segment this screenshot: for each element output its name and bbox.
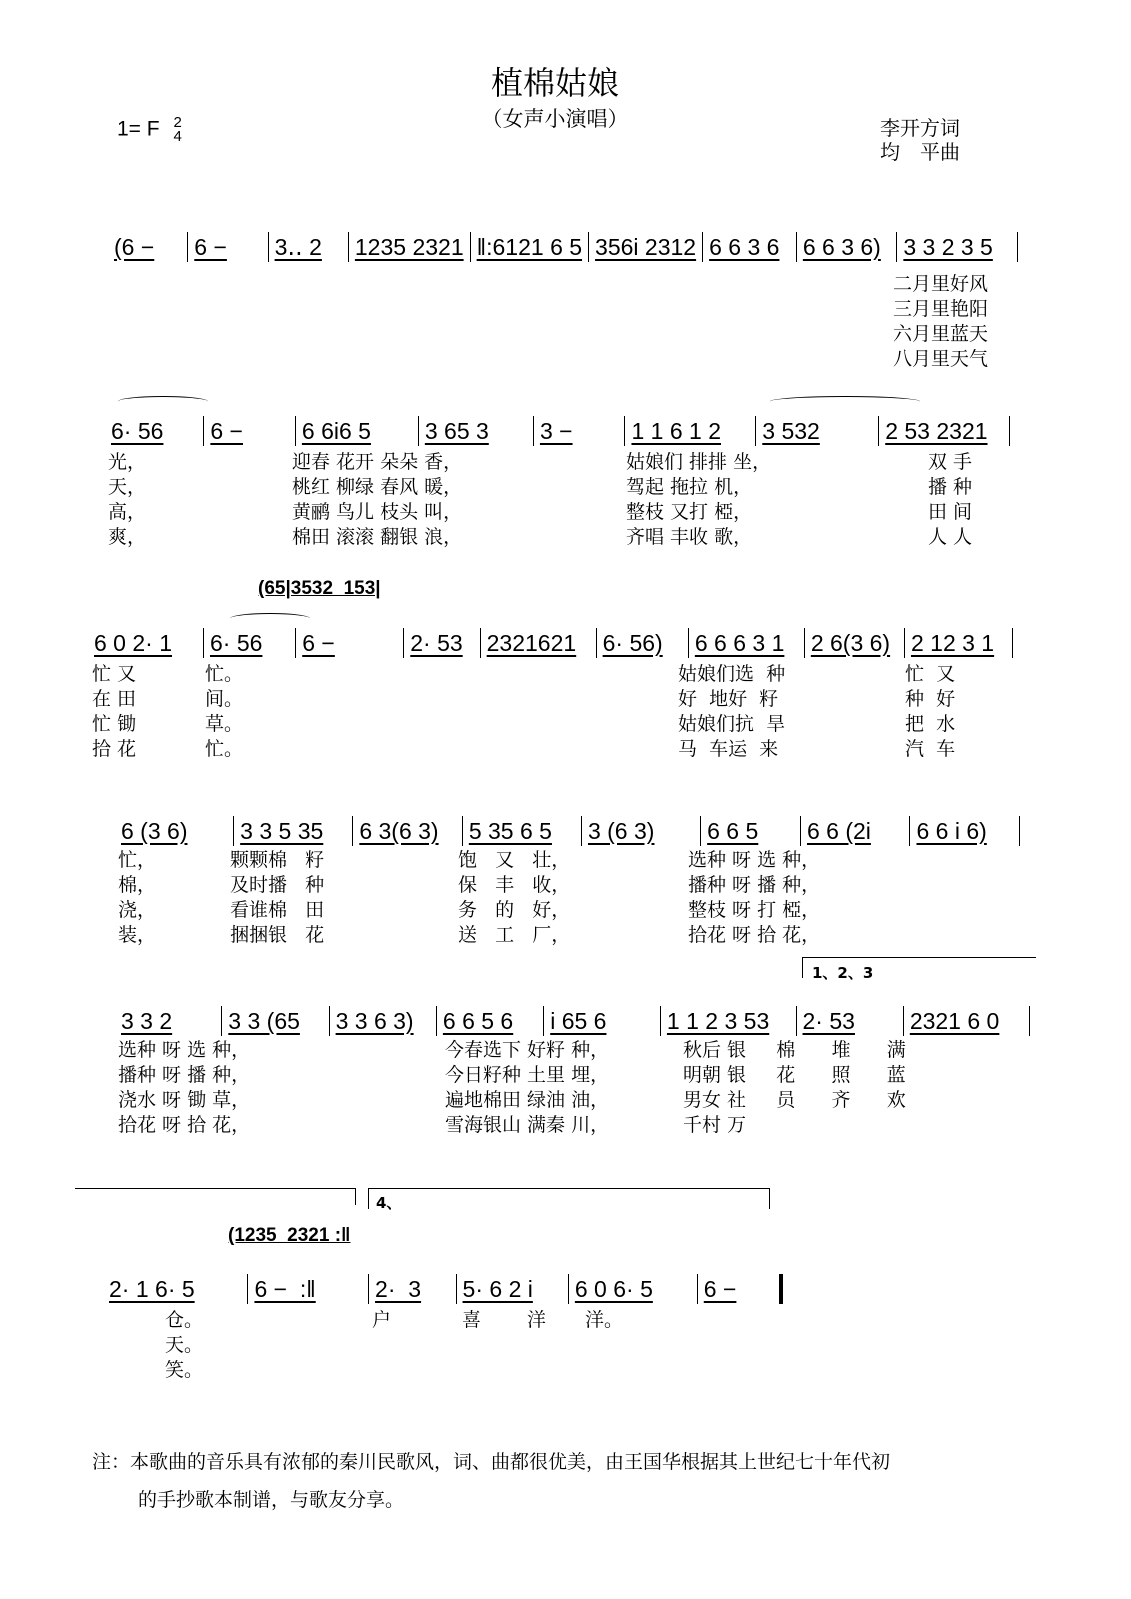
- barline: [1017, 232, 1018, 262]
- measure: 3 3 2: [121, 1008, 173, 1034]
- lyric: 田 间: [928, 501, 973, 523]
- lyric: 千村 万: [683, 1114, 747, 1136]
- measure: 6 −: [187, 232, 267, 262]
- lyric: 驾起 拖拉 机，: [626, 476, 753, 498]
- lyric: 喜: [462, 1309, 482, 1331]
- lyric: 好 地好 籽: [678, 688, 779, 710]
- measure: 3 −: [533, 416, 625, 446]
- lyric: 齐唱 丰收 歌，: [626, 526, 753, 548]
- measure: 6· 56): [596, 628, 688, 658]
- slur: [118, 396, 208, 407]
- lyric: 忙。: [205, 738, 244, 760]
- barline: [1029, 1006, 1030, 1036]
- measure: 3 3 (65: [221, 1006, 328, 1036]
- lyric: 二月里好风: [893, 273, 989, 295]
- time-top: 2: [173, 114, 182, 131]
- measure: 6 −: [697, 1274, 776, 1304]
- measure: 6 6 (2i: [800, 816, 910, 846]
- lyric: 棉，: [118, 874, 157, 896]
- barline: [1012, 628, 1013, 658]
- barline: [1009, 416, 1010, 446]
- measure: 2 6(3 6): [804, 628, 904, 658]
- measure: 6· 56: [203, 628, 295, 658]
- measure: 2 12 3 1: [904, 628, 1012, 658]
- lyric: 汽 车: [905, 738, 956, 760]
- measure: 3 3 5 35: [233, 816, 352, 846]
- composer: 均 平曲: [880, 140, 960, 164]
- lyric: 双 手: [928, 451, 973, 473]
- lyric: 选种 呀 选 种，: [688, 849, 821, 871]
- interlude-notation: (1235 2321 :‖: [228, 1225, 351, 1246]
- slur: [230, 613, 310, 624]
- barline: [1019, 816, 1020, 846]
- measure: ‖:6121 6 5: [470, 232, 588, 262]
- lyric: 光，: [108, 451, 147, 473]
- key-signature: [117, 116, 182, 144]
- lyric: 雪海银山 满秦 川，: [445, 1114, 610, 1136]
- staff-line-2: [105, 412, 1010, 446]
- measure: 2321 6 0: [903, 1006, 1029, 1036]
- lyric: 秋后 银 棉 堆 满: [683, 1039, 906, 1061]
- volta-bracket-continue: [75, 1188, 356, 1205]
- measure: 356i 2312: [588, 232, 702, 262]
- lyric: 忙 锄: [92, 713, 137, 735]
- measure: 6 −: [203, 416, 295, 446]
- measure: 5· 6 2 i: [456, 1274, 568, 1304]
- staff-line-3: [88, 624, 1013, 658]
- lyric: 仓。: [165, 1309, 204, 1331]
- staff-line-5: [115, 1002, 1030, 1036]
- lyric: 笑。: [165, 1359, 204, 1381]
- lyric: 洋: [527, 1309, 547, 1331]
- measure: 1 1 2 3 53: [660, 1006, 796, 1036]
- lyric: 明朝 银 花 照 蓝: [683, 1064, 906, 1086]
- measure: 2· 3: [368, 1274, 456, 1304]
- lyric: 三月里艳阳: [893, 298, 989, 320]
- lyric: 播 种: [928, 476, 973, 498]
- measure: 3 3 2 3 5: [896, 232, 1017, 262]
- measure: 6 −: [295, 628, 403, 658]
- lyric: 看谁棉 田: [230, 899, 325, 921]
- lyric: 姑娘们 排排 坐，: [626, 451, 772, 473]
- measure: 1235 2321: [348, 232, 470, 262]
- lyric: 人 人: [928, 526, 973, 548]
- footnote-line-1: 注：本歌曲的音乐具有浓郁的秦川民歌风，词、曲都很优美，由王国华根据其上世纪七十年代初: [92, 1451, 891, 1473]
- measure: 6 3(6 3): [352, 816, 462, 846]
- measure: 6 0 2· 1: [94, 630, 172, 656]
- lyric: 马 车运 来: [678, 738, 779, 760]
- lyric: 整枝 又打 椏，: [626, 501, 753, 523]
- interlude-notation: (65|3532 153|: [258, 578, 381, 599]
- lyric: 送 工 厂，: [458, 924, 571, 946]
- lyric: 保 丰 收，: [458, 874, 571, 896]
- lyric: 天。: [165, 1334, 204, 1356]
- lyric: 黄鹂 鸟儿 枝头 叫，: [292, 501, 463, 523]
- lyricist: 李开方词: [880, 116, 960, 140]
- lyric: 八月里天气: [893, 348, 989, 370]
- staff-line-4: [115, 812, 1020, 846]
- lyric: 拾花 呀 拾 花，: [688, 924, 821, 946]
- lyric: 今春选下 好籽 种，: [445, 1039, 610, 1061]
- lyric: 姑娘们选 种: [678, 663, 786, 685]
- measure: 2 53 2321: [878, 416, 1009, 446]
- volta-label: 1、2、3: [812, 964, 874, 982]
- lyric: 在 田: [92, 688, 137, 710]
- measure: 5 35 6 5: [462, 816, 581, 846]
- time-signature: [173, 116, 181, 144]
- staff-line-6: [103, 1270, 783, 1304]
- measure: 6 6 i 6): [909, 816, 1019, 846]
- measure: i 65 6: [543, 1006, 660, 1036]
- slur: [770, 396, 920, 407]
- measure: 3 (6 3): [581, 816, 700, 846]
- song-title: 植棉姑娘: [490, 64, 619, 102]
- lyric: 整枝 呀 打 椏，: [688, 899, 821, 921]
- lyric: 装，: [118, 924, 157, 946]
- lyric: 忙 又: [905, 663, 956, 685]
- measure: 2· 53: [403, 628, 479, 658]
- lyric: 浇水 呀 锄 草，: [118, 1089, 251, 1111]
- lyric: 爽，: [108, 526, 147, 548]
- measure: 3 532: [755, 416, 878, 446]
- lyric: 播种 呀 播 种，: [688, 874, 821, 896]
- measure: 3 3 6 3): [329, 1006, 436, 1036]
- lyric: 迎春 花开 朵朵 香，: [292, 451, 463, 473]
- measure: 6 − :‖: [247, 1274, 368, 1304]
- lyric: 高，: [108, 501, 147, 523]
- lyric: 今日籽种 土里 埋，: [445, 1064, 610, 1086]
- lyric: 务 的 好，: [458, 899, 571, 921]
- lyric: 饱 又 壮，: [458, 849, 571, 871]
- measure: 6 6 5: [700, 816, 800, 846]
- lyric: 桃红 柳绿 春风 暖，: [292, 476, 463, 498]
- lyric: 遍地棉田 绿油 油，: [445, 1089, 610, 1111]
- lyric: 颗颗棉 籽: [230, 849, 325, 871]
- lyric: 洋。: [585, 1309, 624, 1331]
- measure: 2321621: [480, 628, 596, 658]
- lyric: 忙 又: [92, 663, 137, 685]
- lyric: 男女 社 员 齐 欢: [683, 1089, 906, 1111]
- measure: 6 (3 6): [121, 818, 188, 844]
- time-bottom: 4: [173, 128, 182, 145]
- key-label: 1= F: [117, 117, 160, 141]
- lyric: 把 水: [905, 713, 956, 735]
- measure: 6 6 5 6: [436, 1006, 543, 1036]
- footnote-line-2: 的手抄歌本制谱，与歌友分享。: [138, 1489, 405, 1511]
- measure: 2· 53: [796, 1006, 903, 1036]
- lyric: 六月里蓝天: [893, 323, 989, 345]
- lyric: 间。: [205, 688, 244, 710]
- lyric: 棉田 滚滚 翻银 浪，: [292, 526, 463, 548]
- volta-bracket-4: [368, 1188, 770, 1209]
- measure: 6 6 3 6: [702, 232, 796, 262]
- lyric: 天，: [108, 476, 147, 498]
- lyric: 草。: [205, 713, 244, 735]
- measure: 6 0 6· 5: [568, 1274, 697, 1304]
- lyric: 拾 花: [92, 738, 137, 760]
- lyric: 忙。: [205, 663, 244, 685]
- measure: 6 6 6 3 1: [688, 628, 804, 658]
- measure: 6· 56: [111, 418, 164, 444]
- lyric: 捆捆银 花: [230, 924, 325, 946]
- measure: 3 65 3: [418, 416, 533, 446]
- lyric: 拾花 呀 拾 花，: [118, 1114, 251, 1136]
- volta-label: 4、: [376, 1194, 402, 1212]
- lyric: 及时播 种: [230, 874, 325, 896]
- lyric: 种 好: [905, 688, 956, 710]
- lyric: 浇，: [118, 899, 157, 921]
- measure: 2· 1 6· 5: [109, 1276, 195, 1302]
- lyric: 忙，: [118, 849, 157, 871]
- lyric: 播种 呀 播 种，: [118, 1064, 251, 1086]
- staff-line-1: [108, 228, 1018, 262]
- measure: 3‥ 2: [268, 232, 348, 262]
- measure: 6 6 3 6): [796, 232, 896, 262]
- lyric: 姑娘们抗 旱: [678, 713, 786, 735]
- lyric: 户: [372, 1309, 392, 1331]
- song-subtitle: （女声小演唱）: [481, 107, 629, 131]
- final-barline: [779, 1274, 783, 1304]
- measure: (6 −: [114, 234, 155, 260]
- measure: 1 1 6 1 2: [624, 416, 755, 446]
- lyric: 选种 呀 选 种，: [118, 1039, 251, 1061]
- measure: 6 6i6 5: [295, 416, 418, 446]
